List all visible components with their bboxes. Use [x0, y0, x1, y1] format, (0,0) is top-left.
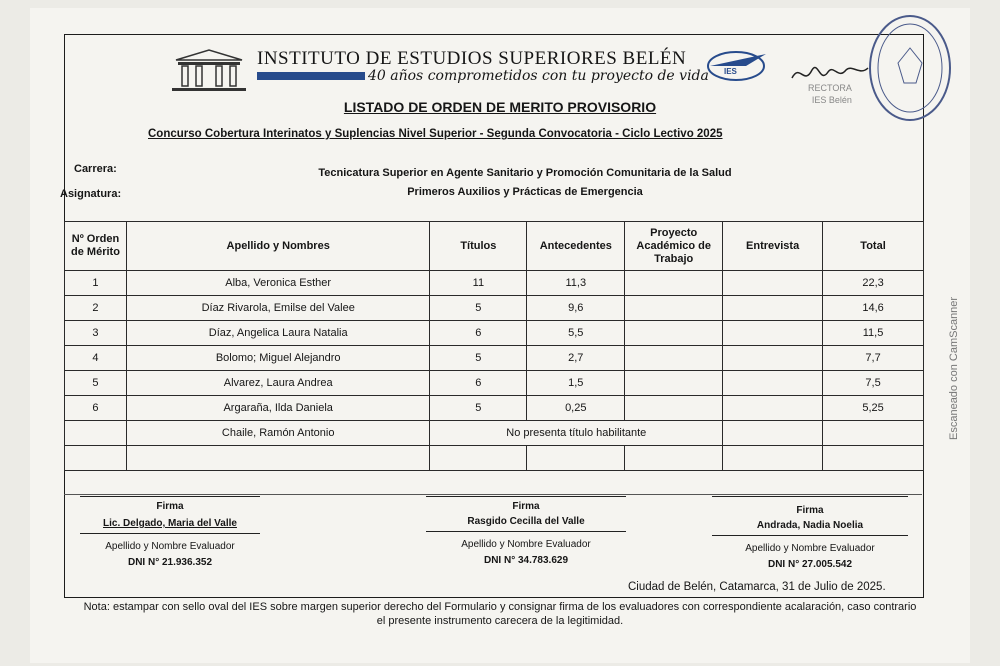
col-header-antecedentes: Antecedentes — [527, 222, 625, 271]
cell-titulos: 6 — [430, 321, 527, 346]
cell-proyecto — [625, 296, 723, 321]
cell-orden: 3 — [65, 321, 127, 346]
cell-orden: 2 — [65, 296, 127, 321]
col-header-proyecto: Proyecto Académico de Trabajo — [625, 222, 723, 271]
carrera-value: Tecnicatura Superior en Agente Sanitario y Promoción Comunitaria de la Salud — [318, 167, 732, 179]
signature-line — [426, 531, 626, 532]
cell-titulos: 11 — [430, 271, 527, 296]
carrera-label: Carrera: — [74, 163, 117, 175]
col-header-orden: Nº Orden de Mérito — [65, 222, 127, 271]
cell-entrevista — [723, 271, 823, 296]
cell-nombre: Alvarez, Laura Andrea — [126, 371, 429, 396]
svg-text:IES: IES — [724, 67, 737, 76]
cell-orden: 1 — [65, 271, 127, 296]
stamp-line-2: IES Belén — [811, 95, 852, 105]
signature-block-1 — [80, 496, 260, 568]
table-row — [65, 396, 924, 421]
cell-entrevista — [723, 371, 823, 396]
signature-line — [80, 496, 260, 497]
cell-empty — [527, 446, 625, 471]
cell-entrevista — [723, 421, 823, 446]
evaluator-caption: Apellido y Nombre Evaluador — [461, 539, 591, 550]
col-header-nombre: Apellido y Nombres — [126, 222, 429, 271]
institute-building-logo — [170, 48, 248, 94]
cell-empty — [823, 446, 924, 471]
cell-antecedentes: 9,6 — [527, 296, 625, 321]
cell-total: 7,5 — [823, 371, 924, 396]
cell-entrevista — [723, 346, 823, 371]
asignatura-value: Primeros Auxilios y Prácticas de Emergencia — [407, 186, 643, 198]
table-row — [65, 371, 924, 396]
signature-line — [712, 496, 908, 497]
cell-nombre: Argaraña, Ilda Daniela — [126, 396, 429, 421]
signature-line — [80, 533, 260, 534]
cell-proyecto — [625, 321, 723, 346]
evaluator-dni: DNI N° 21.936.352 — [127, 557, 213, 568]
signature-head: Firma — [156, 501, 184, 512]
cell-total: 22,3 — [823, 271, 924, 296]
evaluator-name: Andrada, Nadia Noelia — [756, 520, 864, 531]
cell-orden: 6 — [65, 396, 127, 421]
table-header-row — [65, 222, 924, 271]
stamp-line-1: RECTORA — [808, 83, 852, 93]
cell-nombre: Chaile, Ramón Antonio — [126, 421, 429, 446]
cell-empty — [625, 446, 723, 471]
cell-proyecto — [625, 396, 723, 421]
cell-total: 5,25 — [823, 396, 924, 421]
asignatura-label: Asignatura: — [60, 188, 122, 200]
signature-divider — [64, 494, 922, 495]
cell-orden: 5 — [65, 371, 127, 396]
col-header-titulos: Títulos — [430, 222, 527, 271]
ies-logo — [706, 48, 770, 82]
cell-nombre: Alba, Veronica Esther — [126, 271, 429, 296]
table-row — [65, 346, 924, 371]
cell-proyecto — [625, 346, 723, 371]
tagline-bar — [257, 72, 365, 80]
evaluator-name: Rasgido Cecilla del Valle — [467, 516, 585, 527]
table-row — [65, 446, 924, 471]
cell-orden — [65, 421, 127, 446]
table-row — [65, 321, 924, 346]
cell-antecedentes: 11,3 — [527, 271, 625, 296]
evaluator-dni: DNI N° 27.005.542 — [767, 559, 853, 570]
cell-antecedentes: 2,7 — [527, 346, 625, 371]
cell-antecedentes: 1,5 — [527, 371, 625, 396]
cell-nombre: Díaz, Angelica Laura Natalia — [126, 321, 429, 346]
cell-titulos: 5 — [430, 296, 527, 321]
document-date: Ciudad de Belén, Catamarca, 31 de Julio de 2025. — [628, 581, 886, 593]
table-row — [65, 271, 924, 296]
cell-empty — [723, 446, 823, 471]
table-row — [65, 421, 924, 446]
cell-entrevista — [723, 321, 823, 346]
signature-head: Firma — [796, 505, 824, 516]
signature-head: Firma — [512, 501, 540, 512]
cell-antecedentes: 5,5 — [527, 321, 625, 346]
document-subtitle: Concurso Cobertura Interinatos y Suplencias Nivel Superior - Segunda Convocatoria - Ciclo Lectivo 2025 — [148, 128, 723, 140]
col-header-entrevista: Entrevista — [723, 222, 823, 271]
cell-titulos: 5 — [430, 396, 527, 421]
cell-proyecto — [625, 271, 723, 296]
cell-orden: 4 — [65, 346, 127, 371]
cell-total: 14,6 — [823, 296, 924, 321]
cell-proyecto — [625, 371, 723, 396]
merit-table — [64, 221, 924, 471]
signature-line — [712, 535, 908, 536]
cell-nombre: Díaz Rivarola, Emilse del Valee — [126, 296, 429, 321]
signature-block-3 — [712, 496, 908, 570]
cell-total — [823, 421, 924, 446]
col-header-total: Total — [823, 222, 924, 271]
cell-entrevista — [723, 296, 823, 321]
scanner-watermark: Escaneado con CamScanner — [948, 296, 960, 440]
cell-nombre: Bolomo; Miguel Alejandro — [126, 346, 429, 371]
cell-total: 7,7 — [823, 346, 924, 371]
cell-empty — [126, 446, 429, 471]
evaluator-caption: Apellido y Nombre Evaluador — [745, 543, 875, 554]
document-title: LISTADO DE ORDEN DE MERITO PROVISORIO — [343, 99, 657, 115]
evaluator-caption: Apellido y Nombre Evaluador — [105, 541, 235, 552]
cell-titulos: 5 — [430, 346, 527, 371]
cell-note: No presenta título habilitante — [430, 421, 723, 446]
evaluator-dni: DNI N° 34.783.629 — [483, 555, 569, 566]
cell-total: 11,5 — [823, 321, 924, 346]
table-row — [65, 296, 924, 321]
signature-block-2 — [426, 496, 626, 566]
cell-antecedentes: 0,25 — [527, 396, 625, 421]
document-note: Nota: estampar con sello oval del IES sobre margen superior derecho del Formulario y consignar firma de los evaluadores con correspondiente acalaración, caso contrario el presente instrumento carecera de la legitimidad. — [83, 601, 917, 627]
cell-titulos: 6 — [430, 371, 527, 396]
cell-empty — [65, 446, 127, 471]
cell-empty — [430, 446, 527, 471]
cell-entrevista — [723, 396, 823, 421]
institute-name: INSTITUTO DE ESTUDIOS SUPERIORES BELÉN — [257, 48, 687, 69]
institute-tagline: 40 años comprometidos con tu proyecto de vida — [368, 68, 709, 84]
signature-line — [426, 496, 626, 497]
evaluator-name: Lic. Delgado, Maria del Valle — [103, 518, 237, 529]
